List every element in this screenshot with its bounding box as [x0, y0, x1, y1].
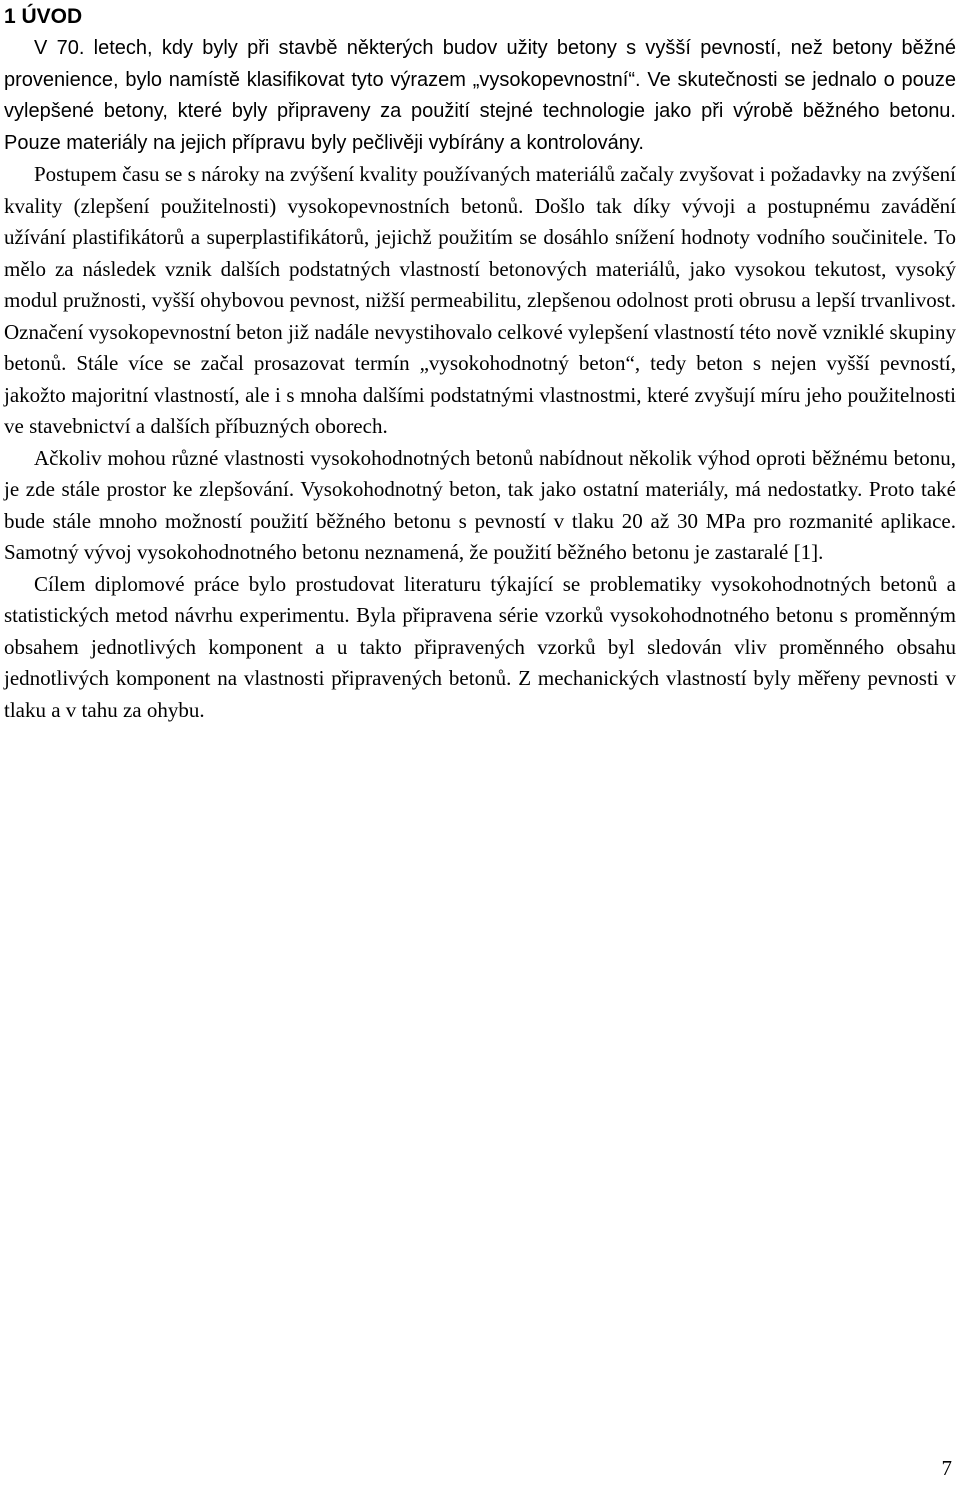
paragraph-advantages: Ačkoliv mohou různé vlastnosti vysokohodnotných betonů nabídnout několik výhod oproti běžnému betonu, je zde stále prostor ke zlepšování. Vysokohodnotný beton, tak jako ostatní materiály, má nedostatky. Proto také bude stále mnoho možností použití běžného betonu s pevností v tlaku 20 až 30 MPa pro rozmanité aplikace. Samotný vývoj vysokohodnotného betonu neznamená, že použití běžného betonu je zastaralé [1].: [4, 445, 956, 564]
paragraph-development: Postupem času se s nároky na zvýšení kvality používaných materiálů začaly zvyšovat i požadavky na zvýšení kvality (zlepšení použitelnosti) vysokopevnostních betonů. Došlo tak díky vývoji a postupnému zavádění užívání plastifikátorů a superplastifikátorů, jejichž použitím se dosáhlo snížení hodnoty vodního součinitele. To mělo za následek vznik dalších podstatných vlastností betonových materiálů, jako vysokou tekutost, vysoký modul pružnosti, vyšší ohybovou pevnost, nižší permeabilitu, zlepšenou odolnost proti obrusu a lepší trvanlivost. Označení vysokopevnostní beton již nadále nevystihovalo celkové vylepšení vlastností této nově vzniklé skupiny betonů. Stále více se začal prosazovat termín „vysokohodnotný beton“, tedy beton s nejen vyšší pevností, jakožto majoritní vlastností, ale i s mnoha dalšími podstatnými vlastnostmi, které zvyšují míru jeho použitelnosti ve stavebnictví a dalších příbuzných oborech.: [4, 162, 956, 438]
page-number: 7: [941, 1456, 952, 1480]
section-heading: 1 ÚVOD: [4, 5, 83, 28]
paragraph-goal: Cílem diplomové práce bylo prostudovat literaturu týkající se problematiky vysokohodnotných betonů a statistických metod návrhu experimentu. Byla připravena série vzorků vysokohodnotného betonu s proměnným obsahem jednotlivých komponent a u takto připravených vzorků byl sledován vliv proměnného obsahu jednotlivých komponent na vlastnosti připravených betonů. Z mechanických vlastností byly měřeny pevnosti v tlaku a v tahu za ohybu.: [4, 571, 956, 722]
document-page: [4, 0, 956, 726]
paragraph-intro: V 70. letech, kdy byly při stavbě některých budov užity betony s vyšší pevností, než betony běžné provenience, bylo namístě klasifikovat tyto výrazem „vysokopevnostní“. Ve skutečnosti se jednalo o pouze vylepšené betony, které byly připraveny za použití stejné technologie jako při výrobě běžného betonu. Pouze materiály na jejich přípravu byly pečlivěji vybírány a kontrolovány.: [4, 37, 956, 154]
